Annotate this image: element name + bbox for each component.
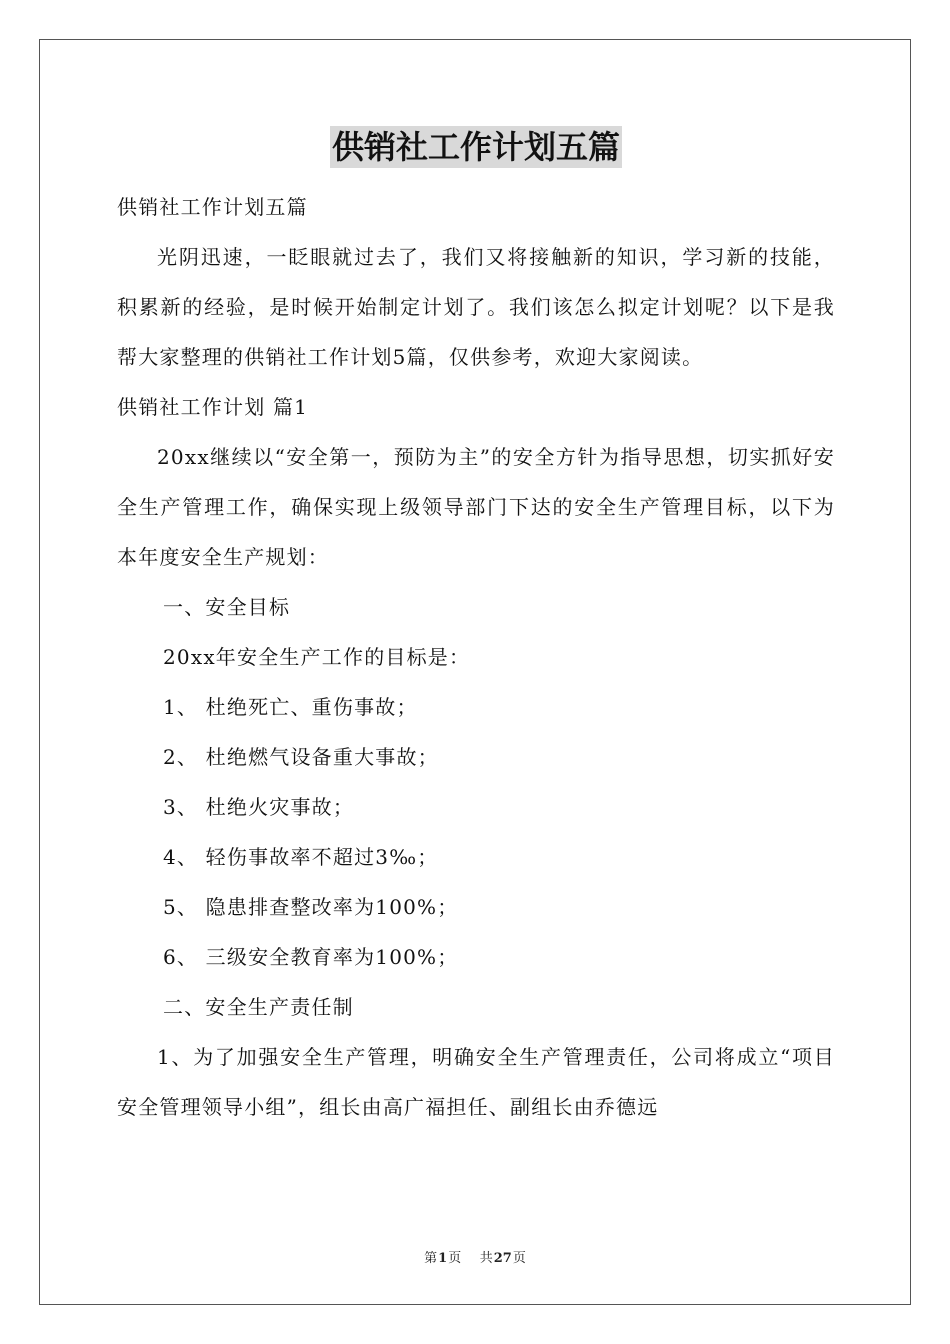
footer-page-prefix: 第 bbox=[424, 1251, 438, 1266]
intro-paragraph: 光阴迅速，一眨眼就过去了，我们又将接触新的知识，学习新的技能，积累新的经验，是时候开始制定计划了。我们该怎么拟定计划呢？以下是我帮大家整理的供销社工作计划5篇，仅供参考，欢迎大家阅读。 bbox=[117, 245, 835, 369]
goal-item-1: 1、 杜绝死亡、重伤事故； bbox=[163, 695, 418, 719]
goal-item-6: 6、 三级安全教育率为100%； bbox=[163, 945, 459, 969]
section-heading-1: 供销社工作计划 篇1 bbox=[117, 395, 309, 419]
footer-total-prefix: 共 bbox=[479, 1251, 493, 1266]
subtitle: 供销社工作计划五篇 bbox=[117, 195, 308, 219]
footer-page-suffix: 页 bbox=[448, 1251, 462, 1266]
goal-heading: 一、安全目标 bbox=[163, 595, 291, 619]
footer-page-number: 1 bbox=[438, 1251, 448, 1266]
footer-total-pages: 27 bbox=[493, 1251, 512, 1266]
goal-item-5: 5、 隐患排查整改率为100%； bbox=[163, 895, 459, 919]
goal-intro: 20xx年安全生产工作的目标是： bbox=[163, 645, 471, 669]
goal-item-4: 4、 轻伤事故率不超过3‰； bbox=[163, 845, 439, 869]
page-footer bbox=[0, 1247, 950, 1266]
document-title: 供销社工作计划五篇 bbox=[331, 128, 620, 166]
responsibility-paragraph: 1、为了加强安全生产管理，明确安全生产管理责任，公司将成立“项目安全管理领导小组”，组长由高广福担任、副组长由乔德远 bbox=[117, 1045, 835, 1119]
footer-total-suffix: 页 bbox=[512, 1251, 526, 1266]
title-wrap bbox=[117, 126, 835, 176]
document-body bbox=[117, 126, 835, 1132]
responsibility-heading: 二、安全生产责任制 bbox=[163, 995, 354, 1019]
goal-item-2: 2、 杜绝燃气设备重大事故； bbox=[163, 745, 439, 769]
goal-item-3: 3、 杜绝火灾事故； bbox=[163, 795, 355, 819]
section-1-paragraph: 20xx继续以“安全第一，预防为主”的安全方针为指导思想，切实抓好安全生产管理工作，确保实现上级领导部门下达的安全生产管理目标，以下为本年度安全生产规划： bbox=[117, 445, 835, 569]
